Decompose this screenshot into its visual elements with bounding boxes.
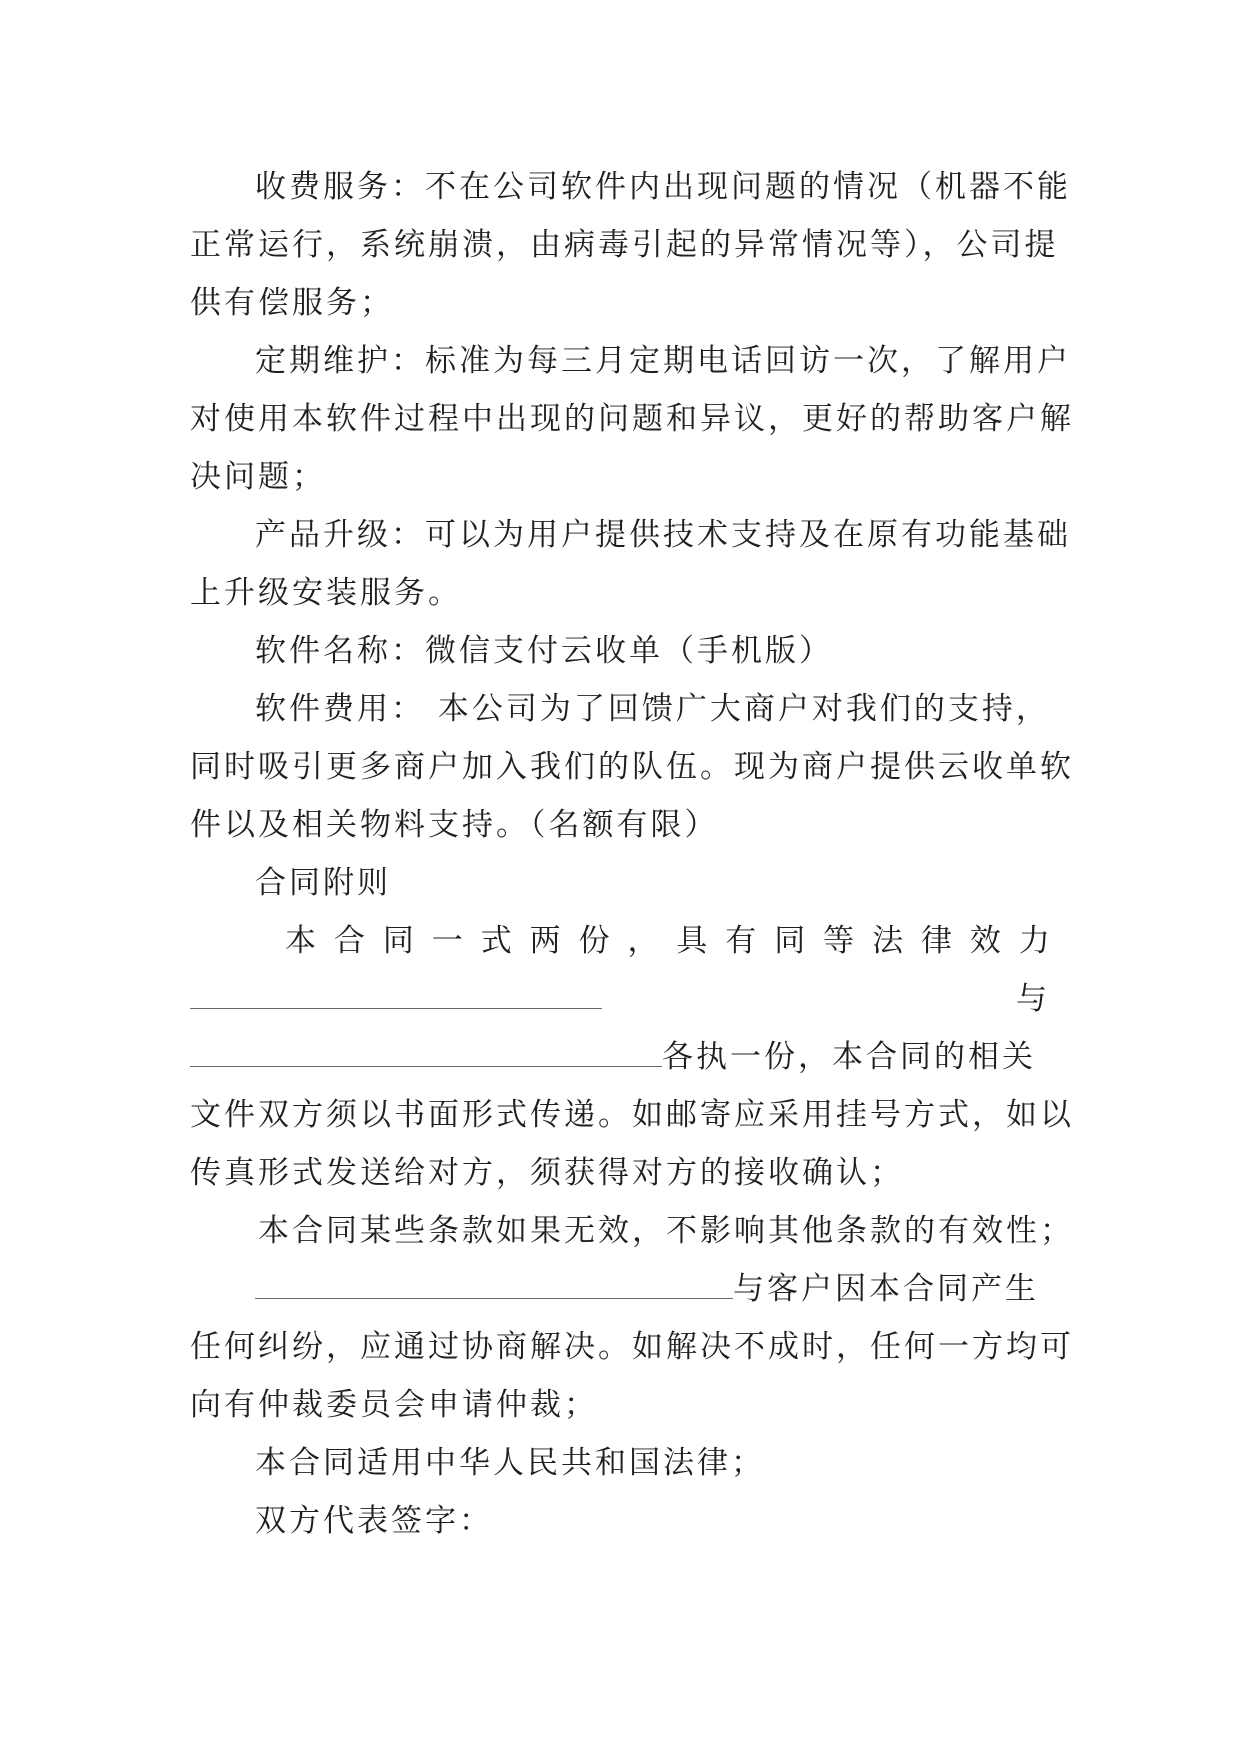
fill-in-blank [190, 978, 602, 1009]
spaced-character: 本 [285, 923, 316, 959]
paragraph-line: 决问题； [190, 459, 326, 495]
paragraph-line: 产品升级：可以为用户提供技术支持及在原有功能基础 [255, 517, 1071, 553]
spaced-character: 具 [676, 923, 708, 959]
paragraph-line: 正常运行，系统崩溃，由病毒引起的异常情况等），公司提 [190, 227, 1059, 263]
spaced-character: 法 [872, 923, 904, 959]
paragraph-line: 本合同适用中华人民共和国法律； [255, 1445, 765, 1481]
spaced-character: 等 [823, 923, 855, 959]
spaced-character: 份 [578, 923, 610, 959]
paragraph-line: 软件费用： 本公司为了回馈广大商户对我们的支持， [255, 691, 1050, 727]
blank-line-row [255, 1260, 1050, 1318]
spaced-character: 两 [529, 923, 561, 959]
spaced-character: 同 [774, 923, 806, 959]
paragraph-line: 向有仲裁委员会申请仲裁； [190, 1387, 598, 1423]
spaced-character: 同 [382, 923, 414, 959]
fill-in-blank [190, 1036, 662, 1067]
paragraph-line: 定期维护：标准为每三月定期电话回访一次，了解用户 [255, 343, 1071, 379]
paragraph-line: 对使用本软件过程中出现的问题和异议，更好的帮助客户解 [190, 401, 1074, 437]
paragraph-text: 与客户因本合同产生 [733, 1271, 1039, 1307]
blank-line-row [190, 1028, 1050, 1086]
spaced-character: 效 [969, 923, 1001, 959]
spaced-paragraph-line [285, 912, 1050, 970]
spaced-character: 有 [725, 923, 757, 959]
paragraph-line: 文件双方须以书面形式传递。如邮寄应采用挂号方式，如以 [190, 1097, 1074, 1133]
spaced-character: 一 [431, 923, 463, 959]
fill-in-blank [255, 1268, 733, 1299]
paragraph-line: 供有偿服务； [190, 285, 394, 321]
paragraph-line: 任何纠纷，应通过协商解决。如解决不成时，任何一方均可 [190, 1329, 1074, 1365]
section-heading: 合同附则 [255, 865, 391, 901]
spaced-character: 式 [480, 923, 512, 959]
spaced-character: 力 [1018, 923, 1050, 959]
paragraph-line: 收费服务：不在公司软件内出现问题的情况（机器不能 [255, 169, 1071, 205]
paragraph-line: 同时吸引更多商户加入我们的队伍。现为商户提供云收单软 [190, 749, 1074, 785]
paragraph-line: 件以及相关物料支持。（名额有限） [190, 807, 719, 843]
blank-line-row [190, 970, 1050, 1028]
paragraph-line: 本合同某些条款如果无效，不影响其他条款的有效性； [258, 1213, 1074, 1249]
connector-text: 与 [1016, 981, 1050, 1017]
paragraph-line: 软件名称：微信支付云收单（手机版） [255, 633, 833, 669]
paragraph-text: 各执一份，本合同的相关 [662, 1039, 1036, 1075]
paragraph-line: 上升级安装服务。 [190, 575, 462, 611]
paragraph-line: 传真形式发送给对方，须获得对方的接收确认； [190, 1155, 904, 1191]
spaced-character: 律 [920, 923, 952, 959]
spaced-character: 合 [333, 923, 365, 959]
signature-label: 双方代表签字： [255, 1503, 493, 1539]
spaced-character: ， [627, 923, 659, 959]
